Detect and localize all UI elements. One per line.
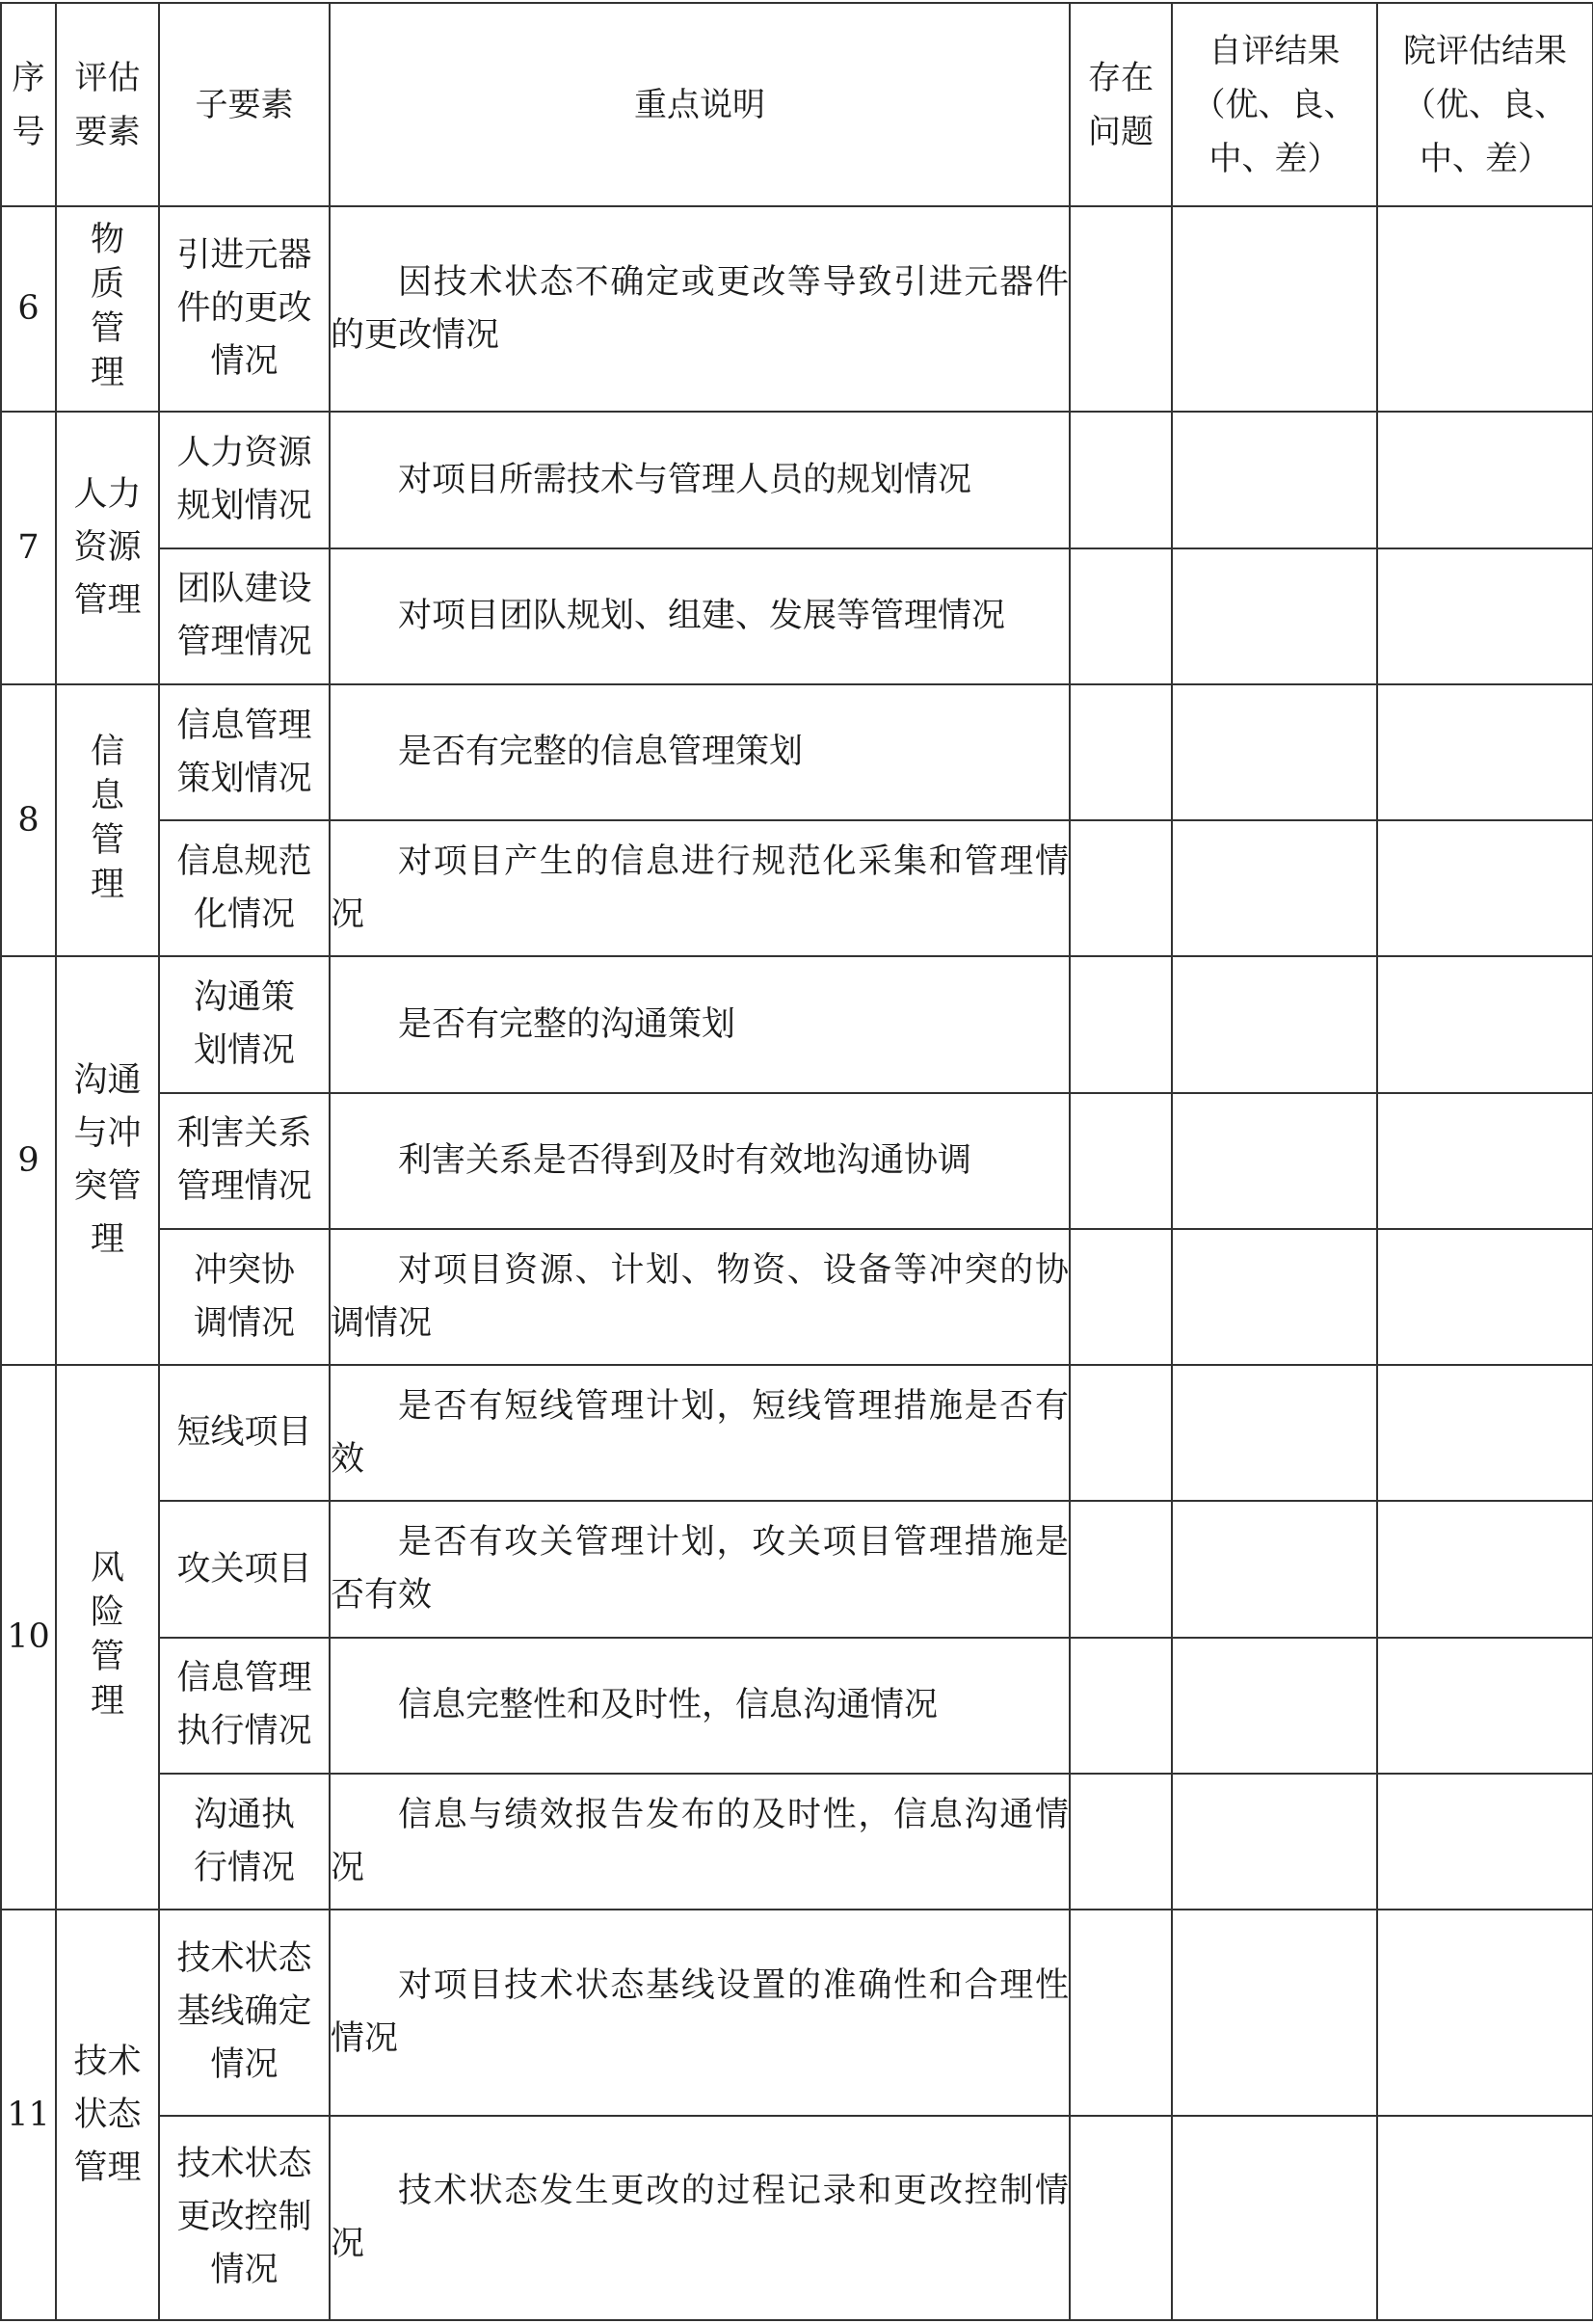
row-self-cell[interactable]	[1172, 1093, 1377, 1229]
row-issue-cell[interactable]	[1070, 412, 1172, 548]
header-self: 自评结果（优、良、中、差）	[1172, 3, 1377, 206]
row-sub: 团队建设管理情况	[159, 548, 330, 684]
row-sub: 利害关系管理情况	[159, 1093, 330, 1229]
header-element: 评估要素	[56, 3, 159, 206]
row-desc: 是否有攻关管理计划，攻关项目管理措施是否有效	[330, 1501, 1070, 1637]
row-element: 物质管理	[56, 206, 159, 412]
row-desc: 对项目团队规划、组建、发展等管理情况	[330, 548, 1070, 684]
row-self-cell[interactable]	[1172, 684, 1377, 820]
row-inst-cell[interactable]	[1377, 1229, 1593, 1365]
row-self-cell[interactable]	[1172, 1910, 1377, 2115]
row-seq: 8	[1, 684, 56, 957]
row-issue-cell[interactable]	[1070, 1229, 1172, 1365]
row-issue-cell[interactable]	[1070, 206, 1172, 412]
row-seq: 6	[1, 206, 56, 412]
row-self-cell[interactable]	[1172, 1638, 1377, 1774]
row-self-cell[interactable]	[1172, 412, 1377, 548]
row-issue-cell[interactable]	[1070, 1910, 1172, 2115]
row-seq: 9	[1, 956, 56, 1365]
row-inst-cell[interactable]	[1377, 412, 1593, 548]
row-self-cell[interactable]	[1172, 2116, 1377, 2321]
row-inst-cell[interactable]	[1377, 820, 1593, 956]
row-seq: 10	[1, 1365, 56, 1910]
row-self-cell[interactable]	[1172, 206, 1377, 412]
table-row	[1, 820, 1593, 956]
table-row	[1, 1093, 1593, 1229]
table-row	[1, 956, 1593, 1092]
row-sub: 冲突协调情况	[159, 1229, 330, 1365]
row-desc: 信息与绩效报告发布的及时性，信息沟通情况	[330, 1774, 1070, 1910]
row-desc: 对项目资源、计划、物资、设备等冲突的协调情况	[330, 1229, 1070, 1365]
header-seq: 序号	[1, 3, 56, 206]
row-desc: 是否有完整的沟通策划	[330, 956, 1070, 1092]
row-inst-cell[interactable]	[1377, 548, 1593, 684]
row-issue-cell[interactable]	[1070, 1774, 1172, 1910]
header-sub: 子要素	[159, 3, 330, 206]
row-element: 技术状态管理	[56, 1910, 159, 2320]
row-desc: 对项目产生的信息进行规范化采集和管理情况	[330, 820, 1070, 956]
row-issue-cell[interactable]	[1070, 684, 1172, 820]
row-sub: 攻关项目	[159, 1501, 330, 1637]
row-element: 沟通与冲突管理	[56, 956, 159, 1365]
row-issue-cell[interactable]	[1070, 2116, 1172, 2321]
row-self-cell[interactable]	[1172, 1365, 1377, 1501]
row-sub: 信息管理策划情况	[159, 684, 330, 820]
row-self-cell[interactable]	[1172, 548, 1377, 684]
table-row	[1, 1501, 1593, 1637]
table-row	[1, 206, 1593, 412]
row-self-cell[interactable]	[1172, 1229, 1377, 1365]
header-inst: 院评估结果（优、良、中、差）	[1377, 3, 1593, 206]
header-issue: 存在问题	[1070, 3, 1172, 206]
row-inst-cell[interactable]	[1377, 1093, 1593, 1229]
row-issue-cell[interactable]	[1070, 956, 1172, 1092]
row-seq: 7	[1, 412, 56, 684]
row-self-cell[interactable]	[1172, 956, 1377, 1092]
table-row	[1, 412, 1593, 548]
row-inst-cell[interactable]	[1377, 1501, 1593, 1637]
row-issue-cell[interactable]	[1070, 1365, 1172, 1501]
row-sub: 引进元器件的更改情况	[159, 206, 330, 412]
row-desc: 是否有完整的信息管理策划	[330, 684, 1070, 820]
table-row	[1, 684, 1593, 820]
row-desc: 因技术状态不确定或更改等导致引进元器件的更改情况	[330, 206, 1070, 412]
table-row	[1, 548, 1593, 684]
row-inst-cell[interactable]	[1377, 2116, 1593, 2321]
row-sub: 沟通执行情况	[159, 1774, 330, 1910]
row-sub: 技术状态更改控制情况	[159, 2116, 330, 2321]
row-issue-cell[interactable]	[1070, 820, 1172, 956]
row-seq: 11	[1, 1910, 56, 2320]
table-row	[1, 1910, 1593, 2115]
row-issue-cell[interactable]	[1070, 1093, 1172, 1229]
row-issue-cell[interactable]	[1070, 1501, 1172, 1637]
row-sub: 沟通策划情况	[159, 956, 330, 1092]
row-desc: 信息完整性和及时性，信息沟通情况	[330, 1638, 1070, 1774]
row-inst-cell[interactable]	[1377, 1638, 1593, 1774]
row-element: 人力资源管理	[56, 412, 159, 684]
header-row	[1, 3, 1593, 206]
table-row	[1, 1365, 1593, 1501]
row-inst-cell[interactable]	[1377, 684, 1593, 820]
row-desc: 是否有短线管理计划，短线管理措施是否有效	[330, 1365, 1070, 1501]
row-self-cell[interactable]	[1172, 1501, 1377, 1637]
table-row	[1, 1774, 1593, 1910]
row-sub: 信息管理执行情况	[159, 1638, 330, 1774]
row-sub: 短线项目	[159, 1365, 330, 1501]
row-desc: 对项目技术状态基线设置的准确性和合理性情况	[330, 1910, 1070, 2115]
row-self-cell[interactable]	[1172, 820, 1377, 956]
row-inst-cell[interactable]	[1377, 206, 1593, 412]
table-row	[1, 2116, 1593, 2321]
row-element: 风险管理	[56, 1365, 159, 1910]
evaluation-table	[0, 2, 1593, 2321]
row-desc: 对项目所需技术与管理人员的规划情况	[330, 412, 1070, 548]
row-issue-cell[interactable]	[1070, 1638, 1172, 1774]
row-sub: 人力资源规划情况	[159, 412, 330, 548]
row-inst-cell[interactable]	[1377, 1365, 1593, 1501]
row-inst-cell[interactable]	[1377, 1774, 1593, 1910]
row-sub: 信息规范化情况	[159, 820, 330, 956]
row-desc: 利害关系是否得到及时有效地沟通协调	[330, 1093, 1070, 1229]
header-desc: 重点说明	[330, 3, 1070, 206]
row-sub: 技术状态基线确定情况	[159, 1910, 330, 2115]
row-issue-cell[interactable]	[1070, 548, 1172, 684]
row-element: 信息管理	[56, 684, 159, 957]
row-self-cell[interactable]	[1172, 1774, 1377, 1910]
row-inst-cell[interactable]	[1377, 1910, 1593, 2115]
table-row	[1, 1638, 1593, 1774]
row-desc: 技术状态发生更改的过程记录和更改控制情况	[330, 2116, 1070, 2321]
table-row	[1, 1229, 1593, 1365]
row-inst-cell[interactable]	[1377, 956, 1593, 1092]
